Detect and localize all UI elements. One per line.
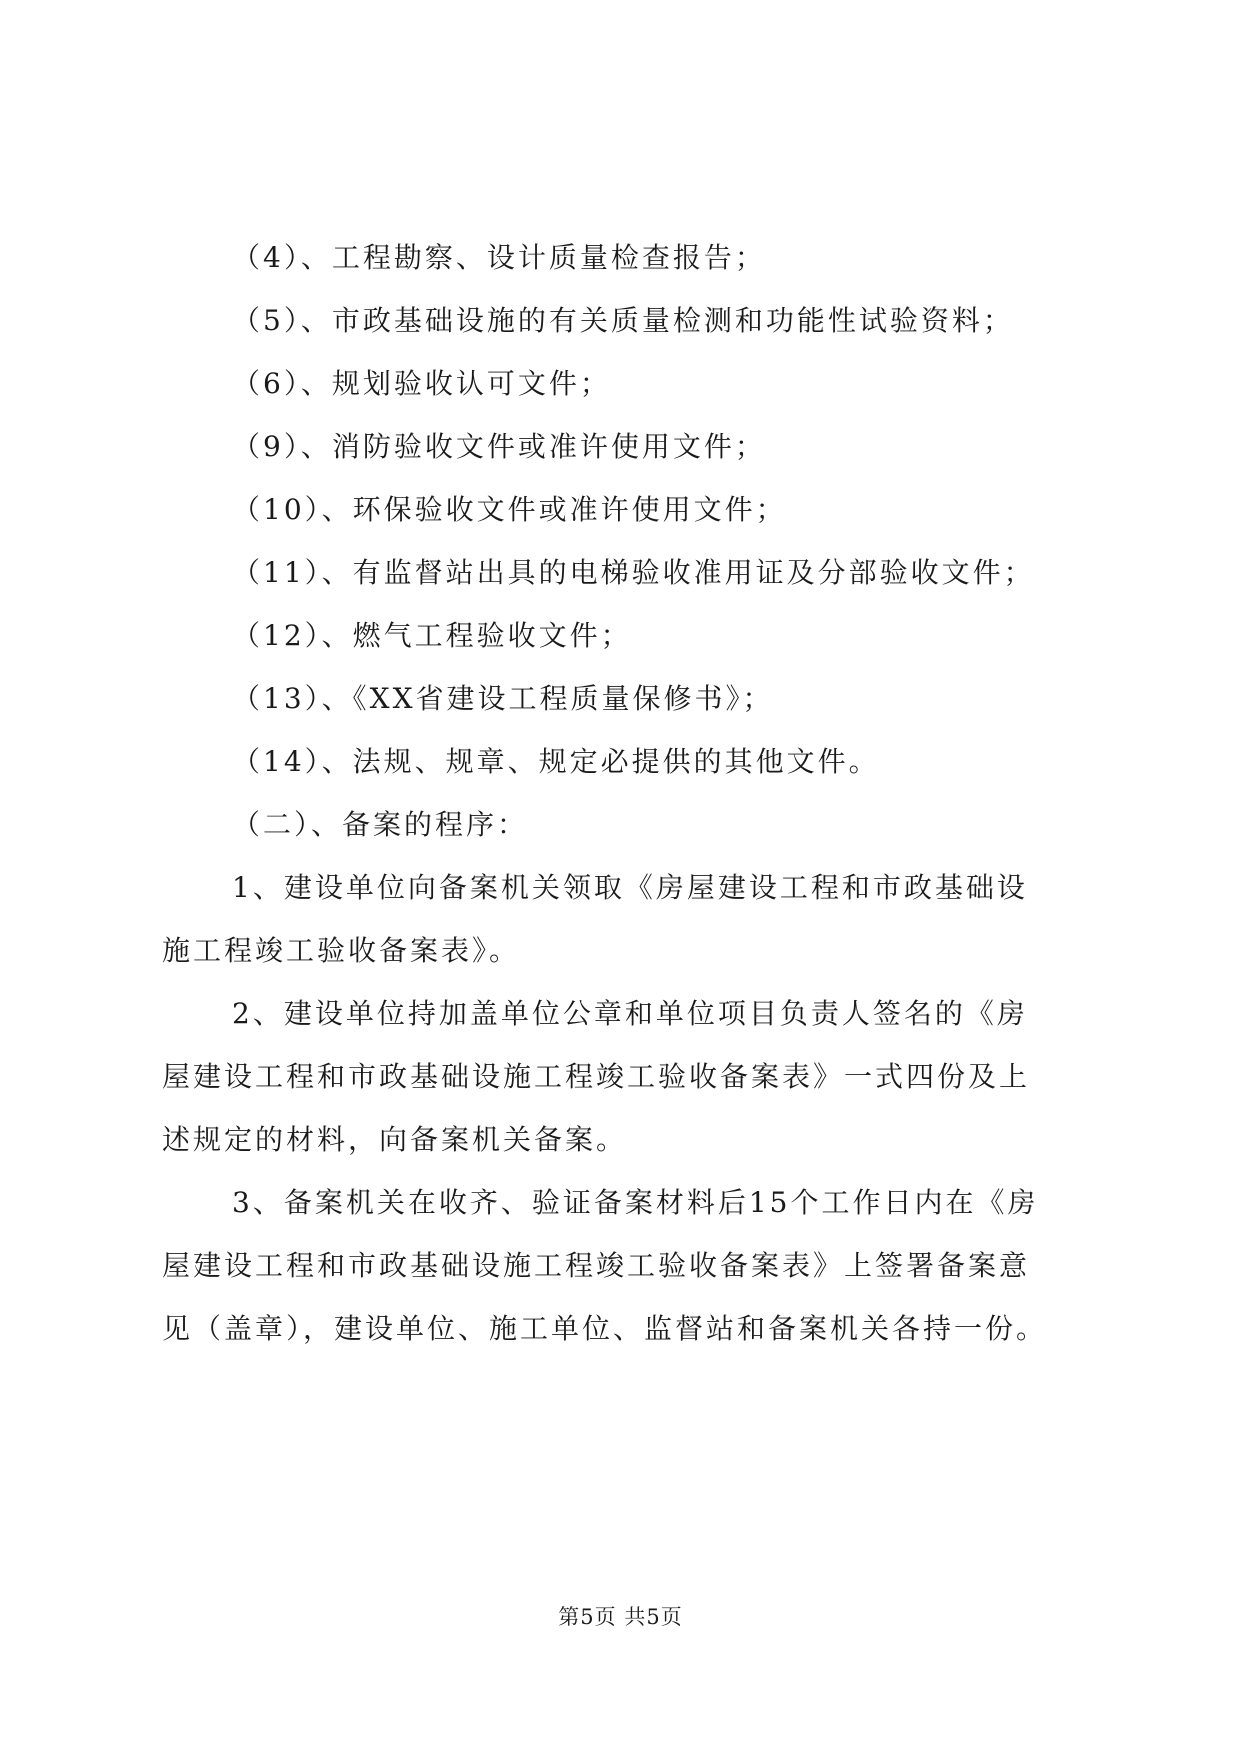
list-item: （13）、《XX省建设工程质量保修书》；: [232, 682, 774, 715]
step-3-line-1: 3、备案机关在收齐、验证备案材料后15个工作日内在《房: [232, 1186, 1039, 1219]
step-1-line-1: 1、建设单位向备案机关领取《房屋建设工程和市政基础设: [232, 871, 1028, 904]
step-2-line-1: 2、建设单位持加盖单位公章和单位项目负责人签名的《房: [232, 997, 1028, 1030]
list-item: （10）、环保验收文件或准许使用文件；: [232, 493, 787, 526]
step-2-line-3: 述规定的材料，向备案机关备案。: [162, 1123, 628, 1156]
list-item: （14）、法规、规章、规定必提供的其他文件。: [232, 745, 880, 778]
list-item: （9）、消防验收文件或准许使用文件；: [232, 430, 766, 463]
step-3-line-3: 见（盖章），建设单位、施工单位、监督站和备案机关各持一份。: [162, 1312, 1048, 1345]
list-item: （4）、工程勘察、设计质量检查报告；: [232, 241, 766, 274]
step-1-line-2: 施工程竣工验收备案表》。: [162, 934, 521, 967]
list-item: （12）、燃气工程验收文件；: [232, 619, 632, 652]
list-item: （5）、市政基础设施的有关质量检测和功能性试验资料；: [232, 304, 1014, 337]
list-item: （6）、规划验收认可文件；: [232, 367, 611, 400]
step-2-line-2: 屋建设工程和市政基础设施工程竣工验收备案表》一式四份及上: [162, 1060, 1031, 1093]
step-3-line-2: 屋建设工程和市政基础设施工程竣工验收备案表》上签署备案意: [162, 1249, 1031, 1282]
page-footer: 第5页 共5页: [558, 1605, 683, 1629]
section-heading: （二）、备案的程序：: [232, 808, 529, 841]
list-item: （11）、有监督站出具的电梯验收准用证及分部验收文件；: [232, 556, 1035, 589]
